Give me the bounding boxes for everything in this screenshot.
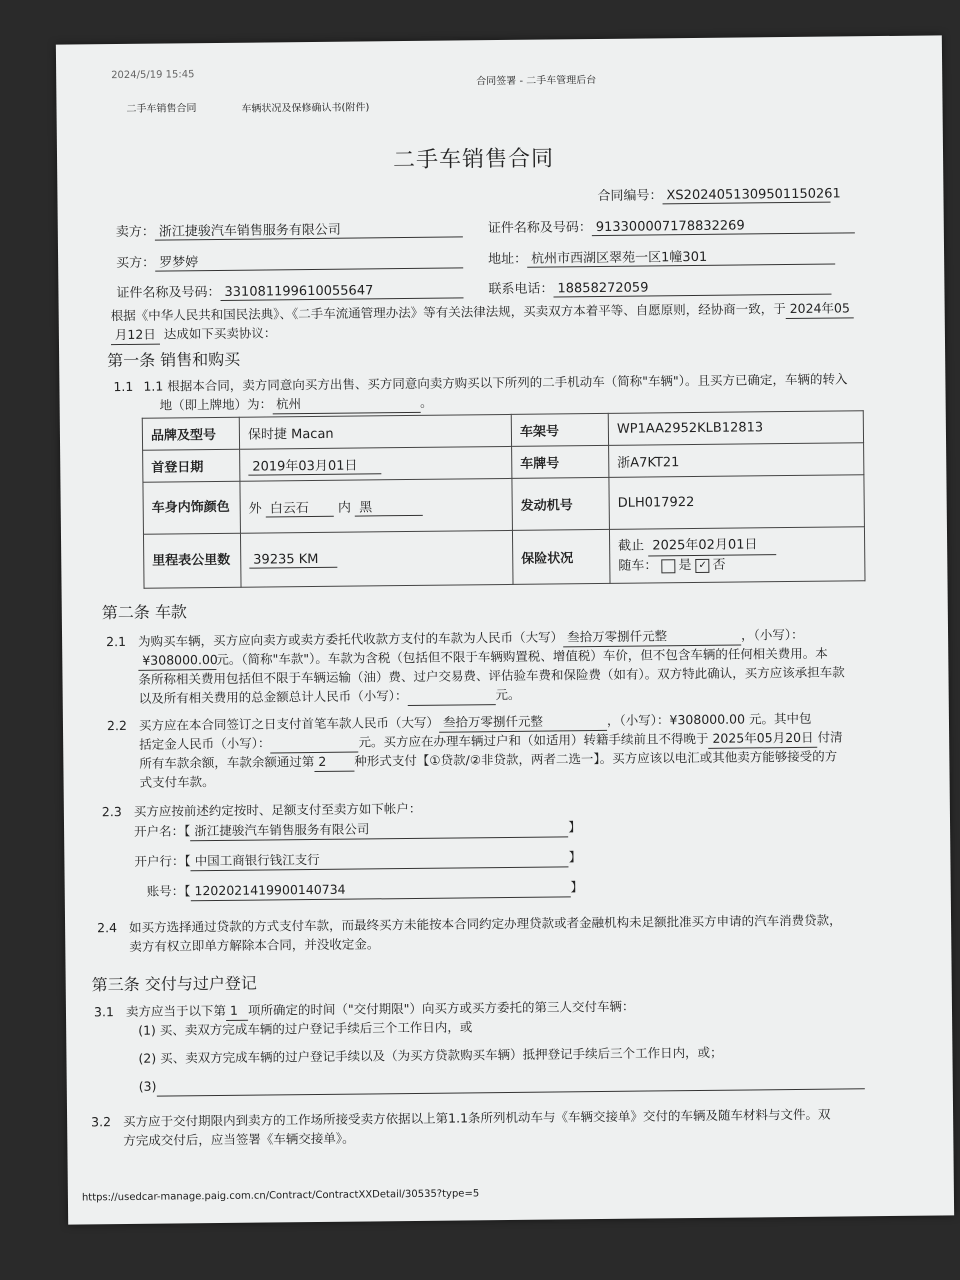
vin-label: 车架号 — [511, 413, 608, 446]
seller-name: 浙江捷骏汽车销售服务有限公司 — [155, 217, 463, 240]
engine-label: 发动机号 — [512, 477, 610, 530]
p23-num: 2.3 — [101, 804, 122, 820]
p24-line-1: 如买方选择通过贷款的方式支付车款，而最终买方未能按本合同约定办理贷款或者金融机构未足额批准买方申请的汽车消费贷款， — [129, 912, 842, 935]
reg-date-label: 首登日期 — [143, 449, 240, 482]
color-cell — [240, 478, 513, 533]
p31-option-2: (2) 买、卖双方完成车辆的过户登记手续以及（为买方贷款购买车辆）抵押登记手续后三个工作日内，或； — [138, 1044, 723, 1066]
section-1-title: 第一条 销售和购买 — [107, 349, 241, 371]
seller-id: 913300007178832269 — [592, 217, 855, 236]
p22-text-3a: 所有车款余额，车款余额通过第 — [139, 754, 315, 771]
buyer-name: 罗梦婷 — [155, 248, 463, 271]
account-name: 浙江捷骏汽车销售服务有限公司 — [190, 817, 568, 841]
insurance-cell — [609, 527, 865, 584]
p24-num: 2.4 — [97, 920, 118, 936]
address: 杭州市西湖区翠苑一区1幢301 — [527, 245, 835, 268]
p22-text-2c: 付清 — [817, 729, 843, 745]
p22-num: 2.2 — [106, 717, 127, 734]
p31-text-a: 卖方应当于以下第 — [125, 1002, 227, 1019]
with-car-row — [618, 554, 856, 575]
p22-text-3b: 种形式支付【①贷款/②非贷款，两者二选一】。买方应该以电汇或其他卖方能够接受的方 — [354, 748, 838, 769]
tab-contract[interactable]: 二手车销售合同 — [126, 103, 197, 115]
with-car-label: 随车： — [618, 558, 658, 574]
buyer-label: 买方： — [116, 255, 156, 272]
buyer-row — [116, 248, 463, 272]
account-name-bracket: 】 — [568, 819, 581, 835]
brand-value: 保时捷 Macan — [239, 414, 511, 449]
mileage-label: 里程表公里数 — [143, 533, 241, 588]
intro-rest: 达成如下买卖协议： — [163, 325, 277, 342]
account-name-label: 开户名：【 — [134, 823, 191, 839]
phone-row — [488, 275, 831, 299]
seller-id-row — [488, 213, 855, 237]
interior-color: 黑 — [355, 495, 423, 516]
contract-no-label: 合同编号： — [597, 188, 663, 205]
p31-text-b: 项所确定的时间（"交付期限"）向买方或买方委托的第三人交付车辆： — [247, 998, 635, 1018]
section-1-line-1: 1.1 根据本合同，卖方同意向买方出售、买方同意向卖方购买以下所列的二手机动车（简称"车辆"）。且买方已确定，车辆的转入 — [143, 371, 848, 394]
contract-no-row — [597, 183, 841, 205]
buyer-id-row — [116, 278, 463, 302]
contract-no-value: XS2024051309501150261 — [662, 187, 830, 205]
yes-checkbox[interactable] — [661, 559, 675, 573]
section-1-line-2: 地（即上牌地）为： 杭州 。 — [159, 394, 433, 413]
p22-deadline: 2025年05月20日 — [708, 728, 817, 749]
intro-date: 月12日 — [111, 325, 160, 346]
system-title: 合同签署 - 二手车管理后台 — [476, 75, 597, 88]
p22-text-b: ，（小写）：¥308000.00 元。其中包 — [606, 710, 812, 728]
buyer-id: 331081199610055647 — [220, 282, 463, 301]
p31-option-3 — [139, 1069, 865, 1097]
p32-line-1: 买方应于交付期限内到卖方的工作场所接受卖方依据以上第1.1条所列机动车与《车辆交接单》交付的车辆及随车材料与文件。双 — [123, 1106, 831, 1130]
p21-line-3: 条所称相关费用包括但不限于车辆运输（油）费、过户交易费、评估验车费和保险费（如有）。双方特此确认，买方应该承担车款 — [138, 664, 845, 687]
p31-option-3-label: (3) — [138, 1078, 157, 1094]
account-no-bracket: 】 — [570, 879, 584, 895]
reg-date-value: 2019年03月01日 — [248, 454, 381, 475]
insurance-label: 保险状况 — [512, 529, 610, 584]
phone-label: 联系电话： — [488, 281, 554, 298]
account-bank-bracket: 】 — [568, 849, 582, 865]
section-1-num: 1.1 — [113, 378, 134, 395]
account-no: 1202021419900140734 — [190, 877, 570, 901]
plate-label: 车牌号 — [512, 445, 609, 478]
section-2-title: 第二条 车款 — [101, 602, 187, 623]
mileage-cell — [240, 530, 513, 587]
account-bank-label: 开户行：【 — [134, 853, 191, 869]
yes-label: 是 — [678, 558, 692, 574]
p21-text-4b: 元。 — [495, 686, 521, 703]
color-label: 车身内饰颜色 — [143, 481, 241, 534]
p21-text-a: 为购买车辆，买方应向卖方或卖方委托代收款方支付的车款为人民币（大写） — [138, 629, 564, 649]
reg-date-cell — [240, 446, 512, 481]
intro-line-2 — [111, 323, 277, 345]
exterior-prefix: 外 — [248, 501, 262, 517]
section-1-line-2-text: 地（即上牌地）为： — [159, 396, 273, 413]
p21-amount: ¥308000.00 — [138, 650, 216, 671]
page-title: 二手车销售合同 — [392, 146, 555, 174]
seller-label: 卖方： — [115, 224, 155, 241]
footer-url: https://usedcar-manage.paig.com.cn/Contract/ContractXXDetail/30535?type=5 — [81, 1188, 480, 1204]
p21-upper-amount: 叁拾万零捌仟元整 — [563, 626, 741, 648]
no-checkbox-checked[interactable]: ✓ — [696, 558, 710, 572]
insurance-until-row — [618, 534, 856, 556]
section-3-title: 第三条 交付与过户登记 — [91, 973, 257, 995]
p21-text-4: 以及所有相关费用的总金额总计人民币（小写）： — [138, 688, 408, 706]
buyer-id-label: 证件名称及号码： — [116, 284, 221, 302]
interior-prefix: 内 — [337, 500, 352, 516]
p21-num: 2.1 — [106, 633, 127, 650]
address-label: 地址： — [488, 251, 528, 268]
insurance-until: 2025年02月01日 — [648, 535, 776, 556]
p22-line-4: 式支付车款。 — [139, 774, 215, 790]
seller-id-label: 证件名称及号码： — [487, 220, 592, 237]
p31-num: 3.1 — [93, 1004, 114, 1020]
p32-num: 3.2 — [91, 1114, 112, 1130]
vin-value: WP1AA2952KLB12813 — [608, 411, 863, 446]
p22-text-2b: 元。买方应在办理车辆过户和（如适用）转籍手续前且不得晚于 — [358, 730, 709, 750]
intro-year: 2024年05 — [786, 298, 854, 319]
p21-text-2: 元。（简称"车款"）。车款为含税（包括但不限于车辆购置税、增值税）车价，但不包含车辆的任何相关费用。本 — [216, 645, 828, 668]
intro-line-1 — [111, 298, 854, 326]
p31-item: 1 — [226, 1001, 248, 1021]
brand-label: 品牌及型号 — [142, 417, 239, 450]
engine-value: DLH017922 — [609, 475, 865, 530]
destination-city: 杭州 — [272, 393, 420, 415]
p31-option-1: (1) 买、卖双方完成车辆的过户登记手续后三个工作日内，或 — [138, 1019, 473, 1038]
exterior-color: 白云石 — [266, 496, 334, 517]
vehicle-info-table — [142, 410, 866, 589]
no-label: 否 — [712, 557, 726, 573]
address-row — [488, 245, 835, 269]
p24-line-2: 卖方有权立即单方解除本合同，并没收定金。 — [129, 936, 380, 954]
plate-value: 浙A7KT21 — [609, 443, 864, 478]
p21-text-b: ，（小写）： — [741, 626, 804, 643]
account-no-row — [147, 877, 583, 902]
account-no-label: 账号：【 — [146, 883, 191, 899]
p23-line-1: 买方应按前述约定按时、足额支付至卖方如下帐户： — [133, 800, 422, 819]
intro-text: 根据《中华人民共和国民法典》、《二手车流通管理办法》等有关法律法规，买卖双方本着平等、自愿原则，经协商一致，于 — [110, 301, 786, 324]
insurance-until-prefix: 截止 — [618, 538, 645, 554]
p22-method: 2 — [314, 752, 354, 772]
seller-row — [116, 217, 463, 241]
phone: 18858272059 — [553, 279, 831, 298]
p22-text-a: 买方应在本合同签订之日支付首笔车款人民币（大写） — [138, 714, 440, 733]
print-datetime: 2024/5/19 15:45 — [111, 69, 195, 82]
tab-attachment[interactable]: 车辆状况及保修确认书(附件) — [241, 102, 370, 115]
p21-line-4 — [139, 685, 521, 709]
p22-upper-amount: 叁拾万零捌仟元整 — [439, 711, 607, 733]
contract-page — [56, 35, 954, 1224]
account-bank-row — [134, 847, 581, 872]
mileage-value: 39235 KM — [249, 551, 337, 568]
p22-text-2a: 括定金人民币（小写）： — [139, 735, 271, 752]
account-name-row — [134, 817, 581, 842]
account-bank: 中国工商银行钱江支行 — [191, 847, 569, 871]
p32-line-2: 方完成交付后，应当签署《车辆交接单》。 — [123, 1130, 355, 1149]
